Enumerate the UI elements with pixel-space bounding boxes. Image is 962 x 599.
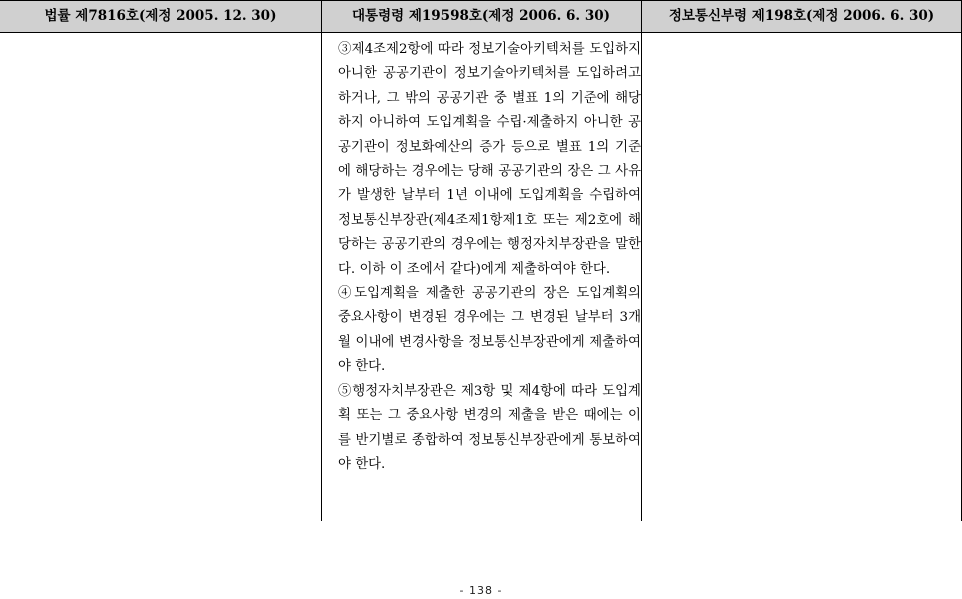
header-law: 법률 제7816호(제정 2005. 12. 30) [44, 8, 277, 24]
paragraph-4: ④도입계획을 제출한 공공기관의 장은 도입계획의 중요사항이 변경된 경우에는 그 변경된 날부터 3개월 이내에 변경사항을 정보통신부장관에게 제출하여야 한다. [338, 286, 641, 375]
header-presidential-decree: 대통령령 제19598호(제정 2006. 6. 30) [351, 8, 611, 24]
column-divider-2 [641, 0, 642, 521]
page-number: - 138 - [459, 584, 503, 597]
decree-article-text [338, 38, 641, 477]
column-divider-1 [321, 0, 322, 521]
paragraph-5: ⑤행정자치부장관은 제3항 및 제4항에 따라 도입계획 또는 그 중요사항 변경의 제출을 받은 때에는 이를 반기별로 종합하여 정보통신부장관에게 통보하여야 한다. [338, 383, 641, 472]
table-header-row [0, 0, 962, 33]
paragraph-3: ③제4조제2항에 따라 정보기술아키텍처를 도입하지 아니한 공공기관이 정보기술아키텍처를 도입하려고 하거나, 그 밖의 공공기관 중 별표 1의 기준에 해당하지 아니하여 도입계획을 수립·제출하지 아니한 공공기관이 정보화예산의 증가 등으로 별표 1의 기준에 해당하는 경우에는 당해 공공기관의 장은 그 사유가 발생한 날부터 1년 이내에 도입계획을 수립하여 정보통신부장관(제4조제1항제1호 또는 제2호에 해당하는 공공기관의 경우에는 행정자치부장관을 말한다. 이하 이 조에서 같다)에게 제출하여야 한다. [338, 42, 641, 277]
header-ministry-ordinance: 정보통신부령 제198호(제정 2006. 6. 30) [668, 8, 935, 24]
